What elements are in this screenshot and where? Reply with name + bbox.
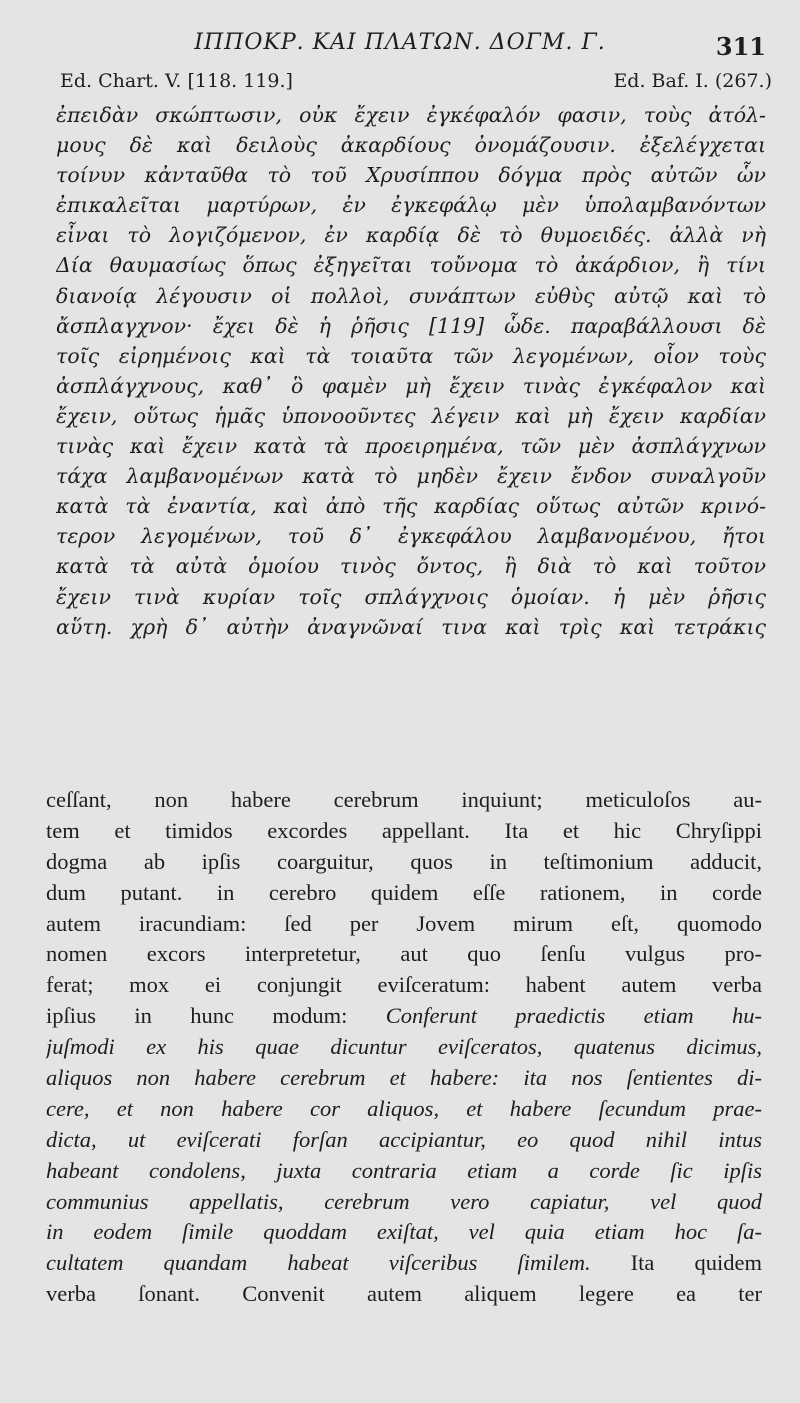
greek-line: τοίνυν κἀνταῦθα τὸ τοῦ Χρυσίππου δόγμα πρὸς αὐτῶν ὧν [56,163,766,188]
page-header [0,30,800,60]
greek-line: τινὰς καὶ ἔχειν κατὰ τὰ προειρημένα, τῶν μὲν ἀσπλάγχνων [56,434,766,459]
greek-line: ἔχειν τινὰ κυρίαν τοῖς σπλάγχνοις ὁμοίαν. ἡ μὲν ῥῆσις [56,584,766,609]
latin-italic-text: Conferunt praedictis etiam hu- [385,1003,762,1029]
latin-line: cere, et non habere cor aliquos, et habere ſecundum prae- [46,1095,762,1121]
latin-line: communius appellatis, cerebrum vero capiatur, vel quod [46,1188,762,1214]
latin-line: dogma ab ipſis coarguitur, quos in teſtimonium adducit, [46,848,762,874]
latin-line: in eodem ſimile quoddam exiſtat, vel quia etiam hoc ſa- [46,1219,762,1245]
greek-line: Δία θαυμασίως ὅπως ἐξηγεῖται τοὔνομα τὸ ἀκάρδιον, ἢ τίνι [56,253,766,278]
greek-line: ἔχειν, οὕτως ἡμᾶς ὑπονοοῦντες λέγειν καὶ μὴ ἔχειν καρδίαν [56,403,766,428]
greek-line: τερον λεγομένων, τοῦ δ᾽ ἐγκεφάλου λαμβανομένου, ἤτοι [56,524,766,549]
latin-line: tem et timidos excordes appellant. Ita et hic Chryſippi [46,817,762,843]
latin-line: aliquos non habere cerebrum et habere: ita nos ſentientes di- [46,1065,762,1091]
greek-line: εἶναι τὸ λογιζόμενον, ἐν καρδίᾳ δὲ τὸ θυμοειδές. ἀλλὰ νὴ [56,223,766,248]
greek-line: αὕτη. χρὴ δ᾽ αὐτὴν ἀναγνῶναί τινα καὶ τρὶς καὶ τετράκις [56,614,766,639]
greek-line: κατὰ τὰ αὐτὰ ὁμοίου τινὸς ὄντος, ἢ διὰ τὸ καὶ τοῦτον [56,554,766,579]
latin-line: ceſſant, non habere cerebrum inquiunt; meticuloſos au- [46,787,762,812]
latin-line [46,1248,762,1279]
greek-text-block [56,100,766,642]
latin-roman-text: Ita quidem [590,1250,762,1276]
page-number: 311 [715,32,766,61]
latin-line: verba ſonant. Convenit autem aliquem legere ea ter [46,1281,762,1307]
latin-line: dum putant. in cerebro quidem eſſe rationem, in corde [46,879,762,905]
latin-line: habeant condolens, juxta contraria etiam a corde ſic ipſis [46,1157,762,1183]
latin-roman-text: ipſius in hunc modum: [46,1003,386,1029]
edition-reference-left: Ed. Chart. V. [118. 119.] [60,70,293,92]
latin-line: dicta, ut eviſcerati forſan accipiantur, eo quod nihil intus [46,1126,762,1152]
latin-line [46,1001,762,1032]
greek-line: ἄσπλαγχνον· ἔχει δὲ ἡ ῥῆσις [119] ὧδε. παραβάλλουσι δὲ [56,313,766,338]
latin-line: ferat; mox ei conjungit eviſceratum: habent autem verba [46,972,762,998]
greek-line: τοῖς εἰρημένοις καὶ τὰ τοιαῦτα τῶν λεγομένων, οἷον τοὺς [56,343,766,368]
greek-line: ἀσπλάγχνους, καθ᾽ ὃ φαμὲν μὴ ἔχειν τινὰς ἐγκέφαλον καὶ [56,373,766,398]
greek-line: διανοίᾳ λέγουσιν οἱ πολλοὶ, συνάπτων εὐθὺς αὐτῷ καὶ τὸ [56,283,766,308]
latin-line: juſmodi ex his quae dicuntur eviſceratos, quatenus dicimus, [46,1034,762,1060]
running-title: ΙΠΠΟΚΡ. ΚΑΙ ΠΛΑΤΩΝ. ΔΟΓΜ. Γ. [194,30,606,55]
greek-line: τάχα λαμβανομένων κατὰ τὸ μηδὲν ἔχειν ἔνδον συναλγοῦν [56,464,766,489]
greek-line: μους δὲ καὶ δειλοὺς ἀκαρδίους ὀνομάζουσιν. ἐξελέγχεται [56,133,766,158]
greek-line: κατὰ τὰ ἐναντία, καὶ ἀπὸ τῆς καρδίας οὕτως αὐτῶν κρινό- [56,494,766,519]
latin-italic-text: cultatem quandam habeat viſceribus ſimilem. [46,1250,591,1276]
greek-line: ἐπικαλεῖται μαρτύρων, ἐν ἐγκεφάλῳ μὲν ὑπολαμβανόντων [56,193,766,218]
edition-reference-right: Ed. Baf. I. (267.) [613,70,772,92]
latin-line: nomen excors interpretetur, aut quo ſenſu vulgus pro- [46,941,762,967]
latin-line: autem iracundiam: ſed per Jovem mirum eſt, quomodo [46,910,762,936]
greek-line: ἐπειδὰν σκώπτωσιν, οὐκ ἔχειν ἐγκέφαλόν φασιν, τοὺς ἀτόλ- [56,103,766,127]
latin-text-block [46,785,762,1310]
